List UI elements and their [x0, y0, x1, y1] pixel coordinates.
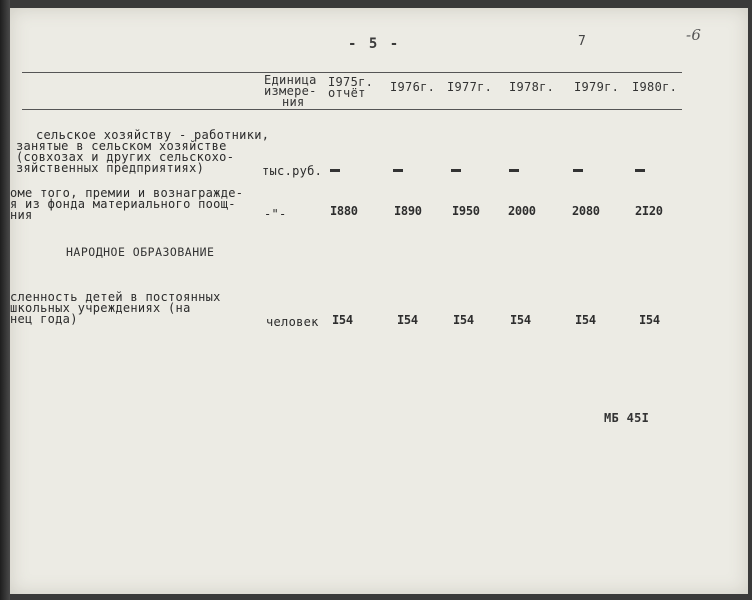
year-header-1979: I979г.	[574, 80, 620, 94]
section-title-education: НАРОДНОЕ ОБРАЗОВАНИЕ	[66, 245, 215, 259]
row-value-dash-1979	[573, 169, 583, 172]
row-label-line: школьных учреждениях (на	[10, 301, 191, 315]
row-label-line: зяйственных предприятиях)	[16, 161, 205, 175]
row-value-1979: 2080	[572, 204, 600, 218]
row-value-1975: I54	[332, 313, 353, 327]
year-header-1977: I977г.	[447, 80, 493, 94]
row-label-line: оме того, премии и вознагражде-	[10, 186, 244, 200]
row-label-agriculture	[16, 130, 269, 174]
handwritten-page-number: -6	[686, 26, 702, 44]
year-header-1980: I980г.	[632, 80, 678, 94]
header-bottom-rule	[22, 109, 682, 110]
row-value-1976: I890	[394, 204, 422, 218]
row-value-1975: I880	[330, 204, 358, 218]
row-unit-ditto: -"-	[264, 207, 287, 221]
row-label-line: занятые в сельском хозяйстве	[16, 139, 227, 153]
row-label-line: я из фонда материального поощ-	[10, 197, 236, 211]
row-label-line: сельское хозяйству - работники,	[36, 128, 270, 142]
row-value-1978: I54	[510, 313, 531, 327]
year-label: I975г.	[328, 75, 374, 89]
header-top-rule	[22, 72, 682, 73]
page-number: - 5 -	[348, 36, 401, 52]
row-value-1979: I54	[575, 313, 596, 327]
row-label-bonuses	[10, 188, 243, 221]
row-value-1977: I54	[453, 313, 474, 327]
row-label-line: нец года)	[10, 312, 78, 326]
year-header-1978: I978г.	[509, 80, 555, 94]
year-sublabel: отчёт	[328, 86, 366, 100]
row-value-1980: 2I20	[635, 204, 663, 218]
row-label-children	[10, 292, 221, 325]
row-value-1976: I54	[397, 313, 418, 327]
binding-edge	[0, 0, 10, 600]
row-value-1978: 2000	[508, 204, 536, 218]
page-number-right: 7	[578, 34, 587, 49]
row-unit-persons: человек	[266, 315, 319, 329]
row-value-dash-1978	[509, 169, 519, 172]
document-code-stamp: МБ 45I	[604, 411, 650, 425]
row-label-line: ния	[10, 208, 33, 222]
row-value-dash-1976	[393, 169, 403, 172]
row-value-dash-1975	[330, 169, 340, 172]
row-value-1980: I54	[639, 313, 660, 327]
row-value-1977: I950	[452, 204, 480, 218]
row-unit-thousand-rub: тыс.руб.	[262, 164, 323, 178]
unit-header-line-2: измере-	[264, 84, 317, 98]
unit-header-line-3: ния	[282, 95, 305, 109]
row-value-dash-1977	[451, 169, 461, 172]
unit-column-header	[264, 75, 317, 108]
unit-header-line-1: Единица	[264, 73, 317, 87]
row-label-line: (совхозах и других сельскохо-	[16, 150, 235, 164]
row-value-dash-1980	[635, 169, 645, 172]
year-header-1976: I976г.	[390, 80, 436, 94]
year-header-1975	[328, 77, 373, 99]
document-page	[10, 8, 748, 594]
row-label-line: сленность детей в постоянных	[10, 290, 221, 304]
